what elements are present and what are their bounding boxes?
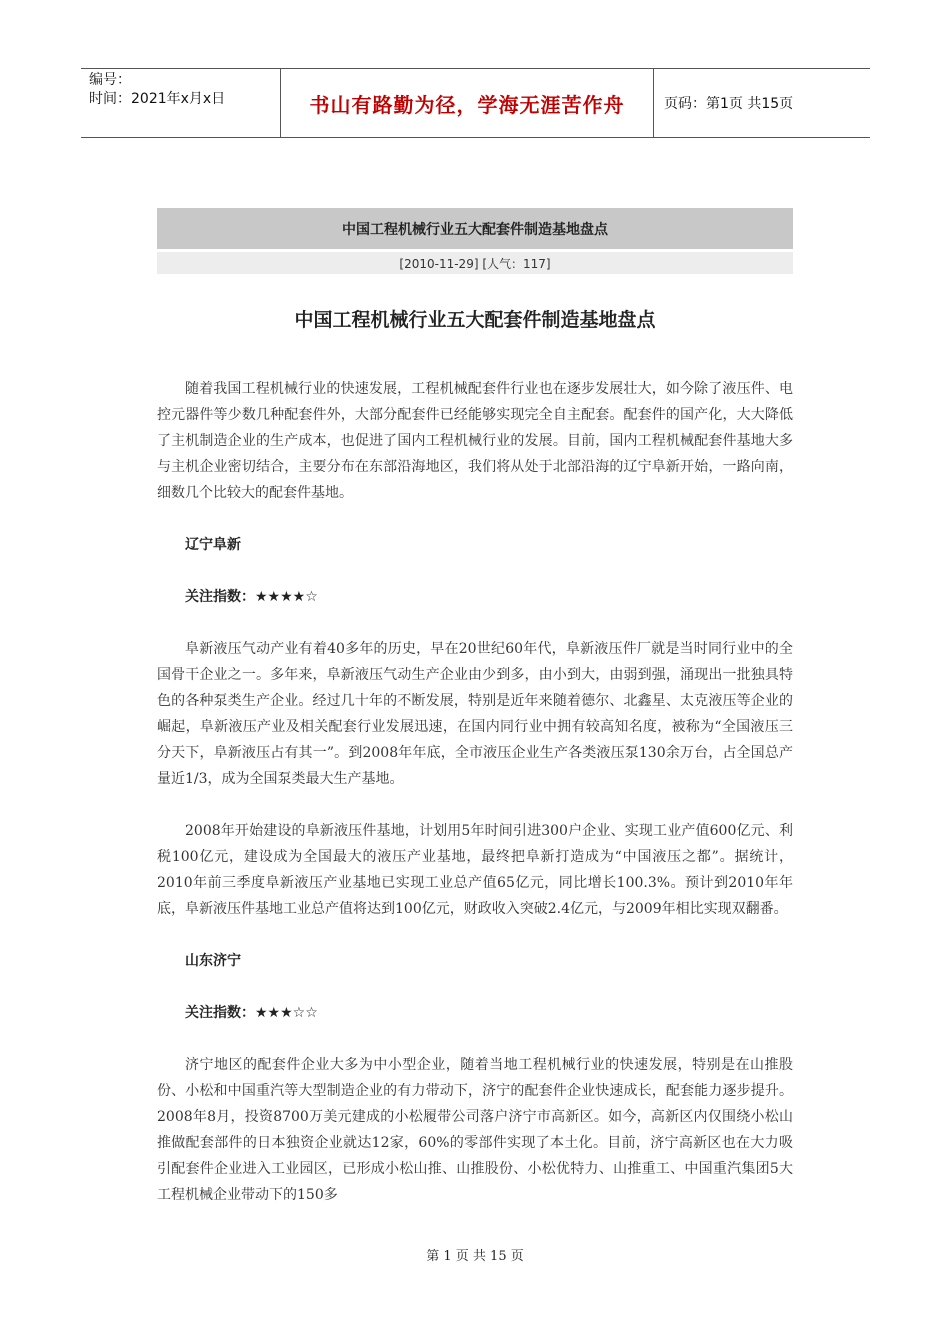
page-footer: 第 1 页 共 15 页: [426, 1249, 524, 1264]
document-header: [81, 68, 870, 138]
intro-paragraph: 随着我国工程机械行业的快速发展，工程机械配套件行业也在逐步发展壮大，如今除了液压件、电控元器件等少数几种配套件外，大部分配套件已经能够实现完全自主配套。配套件的国产化，大大降低了主机制造企业的生产成本，也促进了国内工程机械行业的发展。目前，国内工程机械配套件基地大多与主机企业密切结合，主要分布在东部沿海地区，我们将从处于北部沿海的辽宁阜新开始，一路向南，细数几个比较大的配套件基地。: [157, 381, 793, 501]
header-page-label: 页码：第1页 共15页: [664, 96, 794, 112]
article-banner-title: 中国工程机械行业五大配套件制造基地盘点: [157, 208, 793, 249]
section-rating-liaoning-fuxin: 关注指数：★★★★☆: [185, 589, 318, 605]
article-body: [157, 376, 793, 1234]
paragraph: 济宁地区的配套件企业大多为中小型企业，随着当地工程机械行业的快速发展，特别是在山推股份、小松和中国重汽等大型制造企业的有力带动下，济宁的配套件企业快速成长，配套能力逐步提升。2008年8月，投资8700万美元建成的小松履带公司落户济宁市高新区。如今，高新区内仅围绕小松山推做配套部件的日本独资企业就达12家，60%的零部件实现了本土化。目前，济宁高新区也在大力吸引配套件企业进入工业园区，已形成小松山推、山推股份、小松优特力、山推重工、中国重汽集团5大工程机械企业带动下的150多: [157, 1057, 793, 1203]
header-info-cell: [81, 69, 281, 137]
header-motto: 书山有路勤为径，学海无涯苦作舟: [281, 69, 654, 137]
date-label: 时间：2021年x月x日: [89, 91, 226, 107]
article-title: 中国工程机械行业五大配套件制造基地盘点: [294, 309, 656, 331]
paragraph: 阜新液压气动产业有着40多年的历史，早在20世纪60年代，阜新液压件厂就是当时同行业中的全国骨干企业之一。多年来，阜新液压气动生产企业由少到多，由小到大，由弱到强，涌现出一批独具特色的各种泵类生产企业。经过几十年的不断发展，特别是近年来随着德尔、北鑫星、太克液压等企业的崛起，阜新液压产业及相关配套行业发展迅速，在国内同行业中拥有较高知名度，被称为“全国液压三分天下，阜新液压占有其一”。到2008年年底，全市液压企业生产各类液压泵130余万台，占全国总产量近1/3，成为全国泵类最大生产基地。: [157, 641, 793, 787]
section-heading-shandong-jining: 山东济宁: [185, 953, 241, 969]
number-label: 编号：: [89, 72, 131, 88]
article-meta: [2010-11-29] [人气：117]: [157, 252, 793, 274]
section-rating-shandong-jining: 关注指数：★★★☆☆: [185, 1005, 318, 1021]
paragraph: 2008年开始建设的阜新液压件基地，计划用5年时间引进300户企业、实现工业产值600亿元、利税100亿元，建设成为全国最大的液压产业基地，最终把阜新打造成为“中国液压之都”。据统计，2010年前三季度阜新液压产业基地已实现工业总产值65亿元，同比增长100.3%。预计到2010年年底，阜新液压件基地工业总产值将达到100亿元，财政收入突破2.4亿元，与2009年相比实现双翻番。: [157, 823, 793, 917]
section-heading-liaoning-fuxin: 辽宁阜新: [185, 537, 241, 553]
